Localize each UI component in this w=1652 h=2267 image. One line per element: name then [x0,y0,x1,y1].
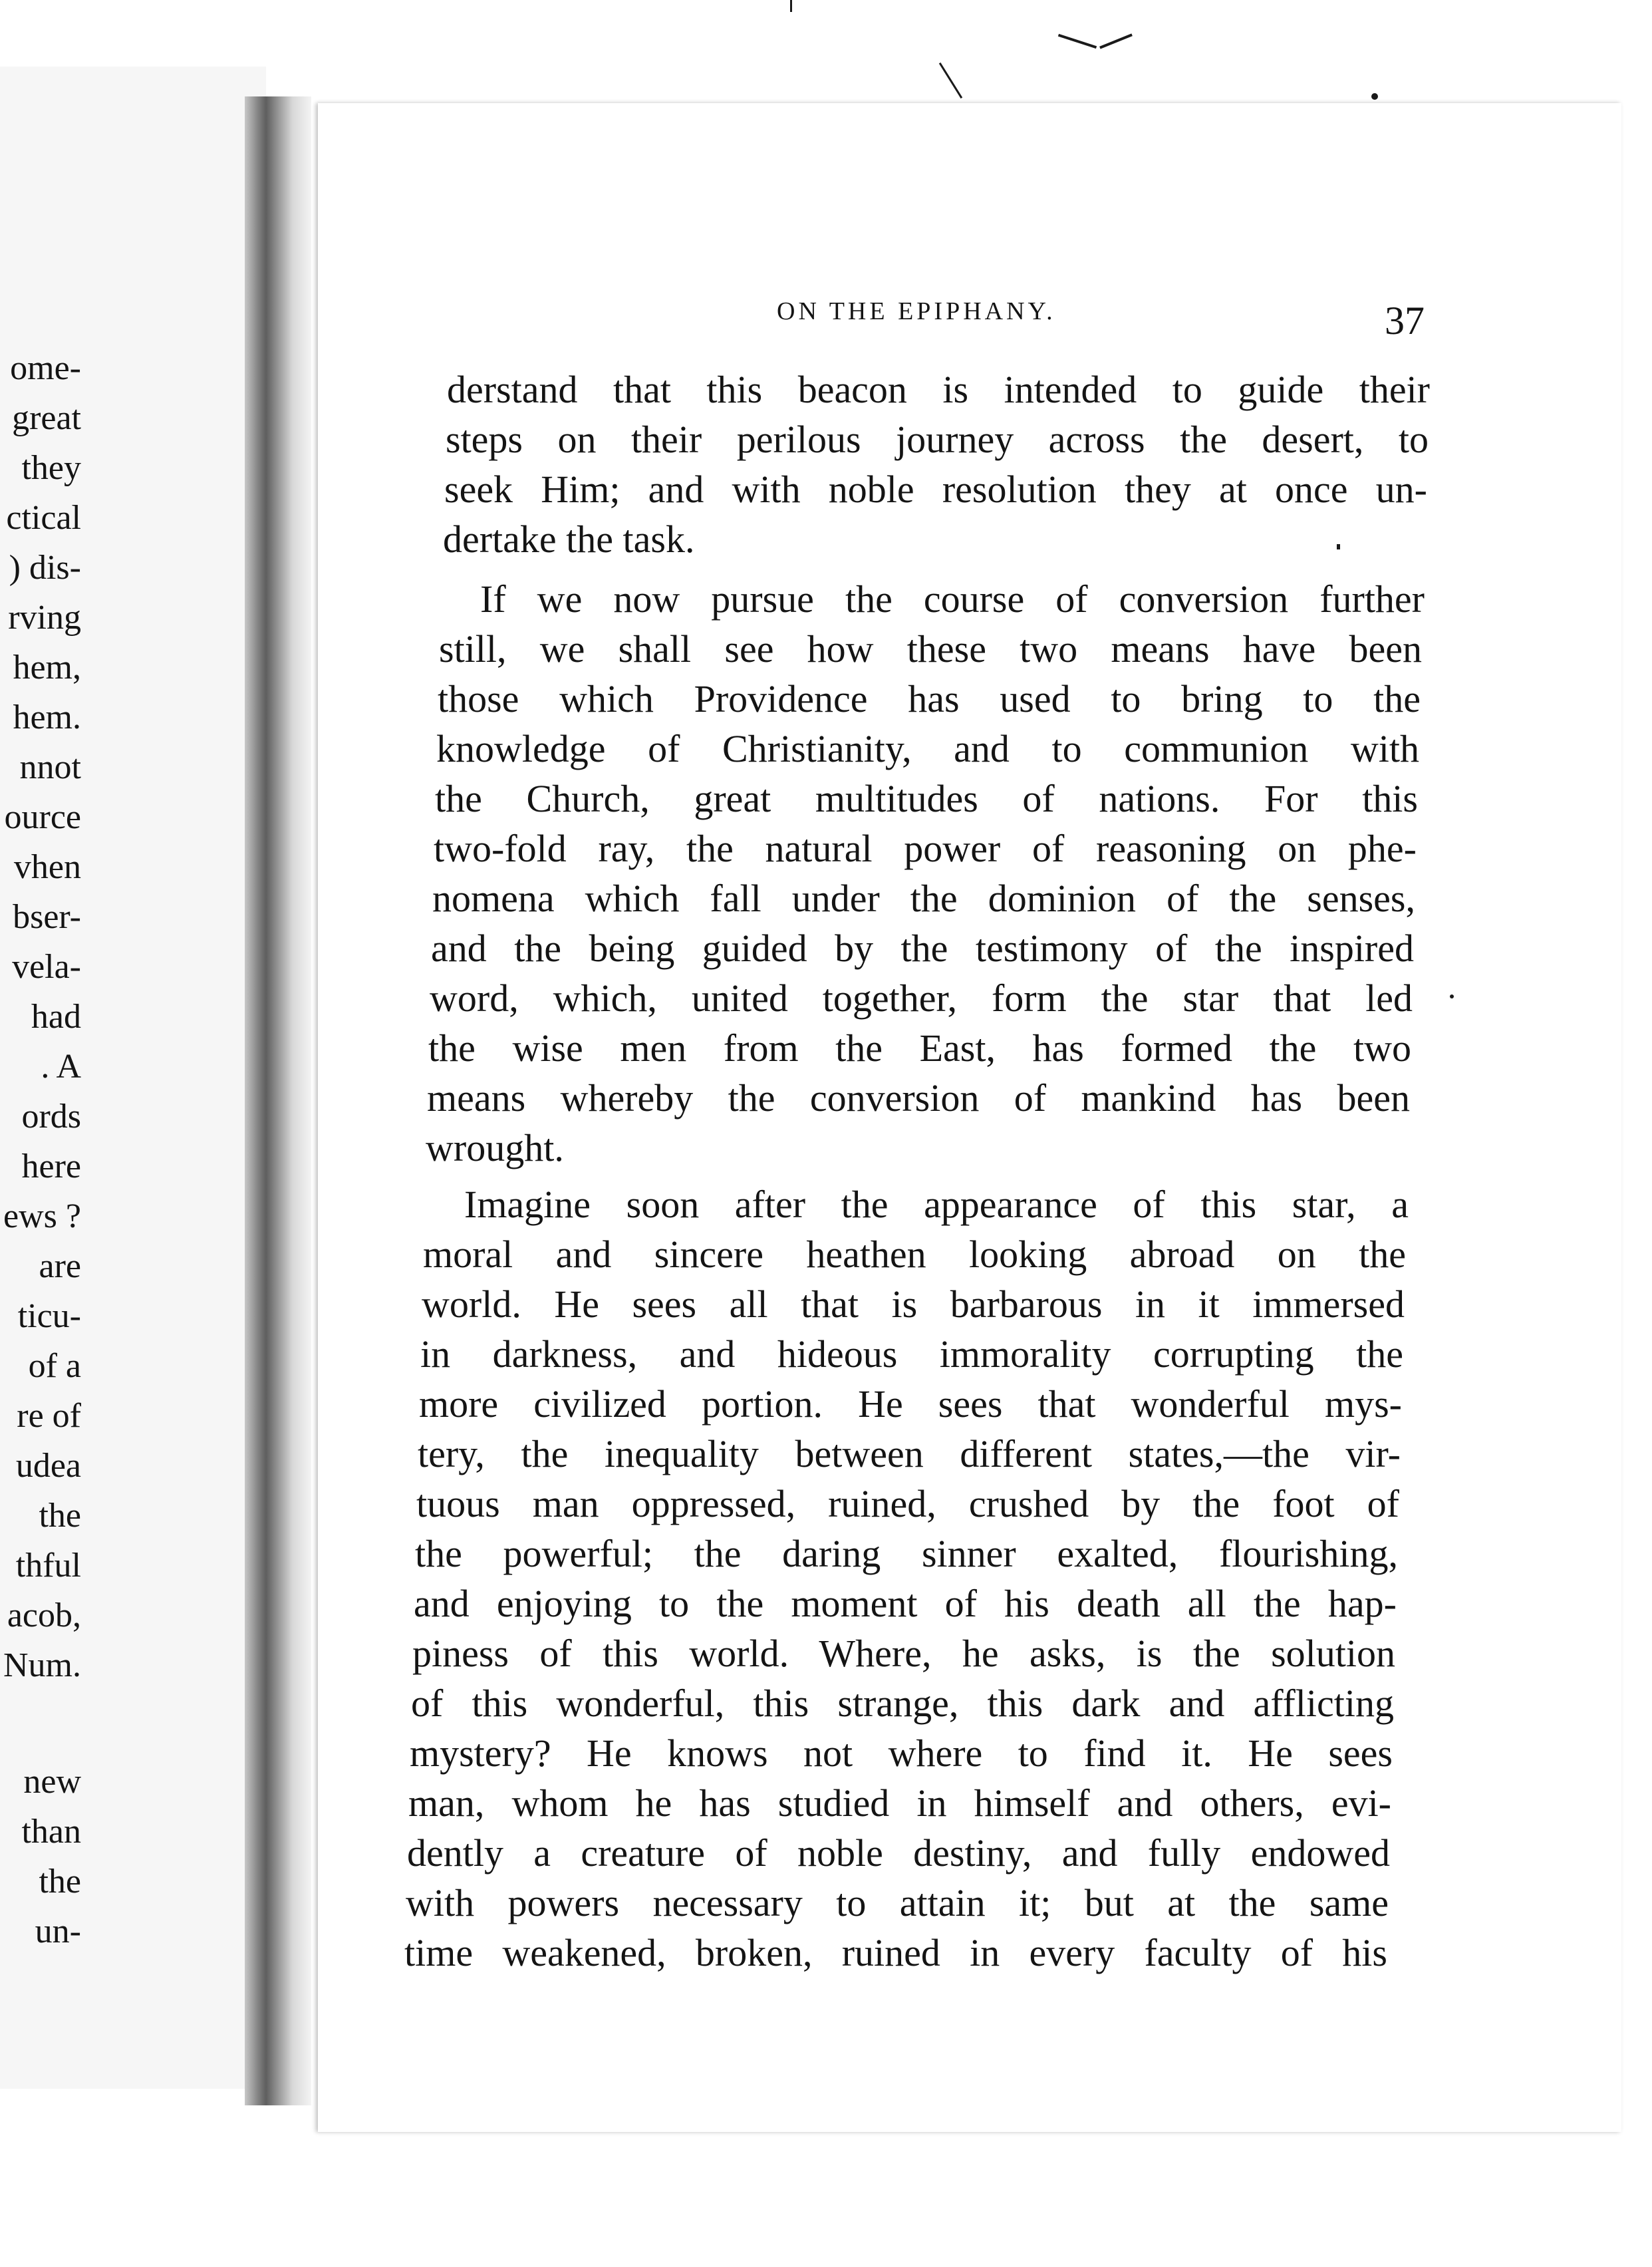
text-line: and enjoying to the moment of his death all the hap- [414,1582,1397,1625]
facing-line: ource [4,798,81,836]
text-line: the wise men from the East, has formed the two [428,1026,1411,1070]
book-gutter [245,96,311,2105]
scan-mark [939,63,962,98]
text-line: mystery? He knows not where to find it. He sees [410,1732,1393,1775]
facing-line: here [21,1147,81,1185]
text-line: dertake the task. [443,518,695,561]
text-line: more civilized portion. He sees that wonderful mys- [419,1382,1402,1426]
text-line: man, whom he has studied in himself and others, evi- [408,1781,1391,1825]
text-line: wrought. [426,1126,564,1169]
page-number: 37 [1385,299,1425,343]
text-line: If we now pursue the course of conversion further [480,577,1425,621]
facing-line: udea [15,1447,81,1485]
facing-line: nnot [19,748,81,786]
facing-line: new [23,1763,81,1801]
facing-line: Num. [3,1646,81,1684]
text-line: Imagine soon after the appearance of this star, a [464,1183,1409,1226]
facing-line: acob, [7,1596,81,1634]
text-line: the powerful; the daring sinner exalted, flourishing, [415,1532,1398,1575]
facing-line: . A [41,1048,81,1086]
facing-line: bser- [13,898,81,936]
facing-line: hem, [13,649,81,686]
facing-line: ) dis- [9,549,81,587]
facing-line: vhen [13,848,81,886]
text-line: time weakened, broken, ruined in every faculty of his [404,1931,1387,1974]
scan-mark [790,0,792,12]
text-line: the Church, great multitudes of nations. For this [435,777,1418,820]
text-line: means whereby the conversion of mankind has been [427,1076,1410,1120]
facing-line: hem. [13,698,81,736]
text-line: still, we shall see how these two means have been [439,627,1422,671]
text-line: in darkness, and hideous immorality corrupting the [420,1332,1403,1376]
facing-line: great [12,399,81,437]
text-line: derstand that this beacon is intended to guide their [447,368,1430,411]
text-line: dently a creature of noble destiny, and fully endowed [407,1831,1390,1875]
text-line: word, which, united together, form the star that led [430,977,1413,1020]
scan-mark [1058,34,1097,49]
facing-line: than [21,1813,81,1851]
text-line: those which Providence has used to bring to the [438,677,1421,720]
facing-line: ews ? [3,1197,81,1235]
text-line: moral and sincere heathen looking abroad on the [423,1233,1406,1276]
facing-line: had [31,998,81,1036]
text-line: tuous man oppressed, ruined, crushed by the foot of [416,1482,1399,1525]
text-line: two-fold ray, the natural power of reasoning on phe- [434,827,1417,870]
facing-line: of a [28,1347,81,1385]
facing-line: ome- [10,349,81,387]
facing-line: thful [15,1547,81,1585]
text-line: nomena which fall under the dominion of the senses, [432,877,1415,920]
text-line: with powers necessary to attain it; but at the same [406,1881,1389,1924]
running-head: ON THE EPIPHANY. [777,297,1056,325]
facing-line: un- [35,1912,81,1950]
facing-line: the [39,1497,81,1535]
text-line: steps on their perilous journey across the desert, to [446,418,1429,461]
text-line: piness of this world. Where, he asks, is the solution [412,1632,1395,1675]
facing-line: re of [17,1397,81,1435]
text-line: and the being guided by the testimony of the inspired [431,927,1414,970]
text-line: of this wonderful, this strange, this dark and afflicting [411,1682,1394,1725]
facing-line: are [39,1247,81,1285]
text-line: tery, the inequality between different states,—the vir- [418,1432,1401,1475]
text-line: world. He sees all that is barbarous in it immersed [422,1283,1405,1326]
facing-line: vela- [12,948,81,986]
scan-mark [1450,994,1454,998]
facing-line: rving [8,599,81,637]
facing-line: ticu- [17,1297,81,1335]
scan-mark [1371,93,1378,100]
facing-line: ctical [6,499,81,537]
text-line: seek Him; and with noble resolution they at once un- [444,468,1427,511]
text-line: knowledge of Christianity, and to communion with [436,727,1419,770]
facing-line: they [21,449,81,487]
scan-mark [1099,33,1133,49]
facing-line: the [39,1863,81,1900]
facing-line: ords [21,1098,81,1135]
